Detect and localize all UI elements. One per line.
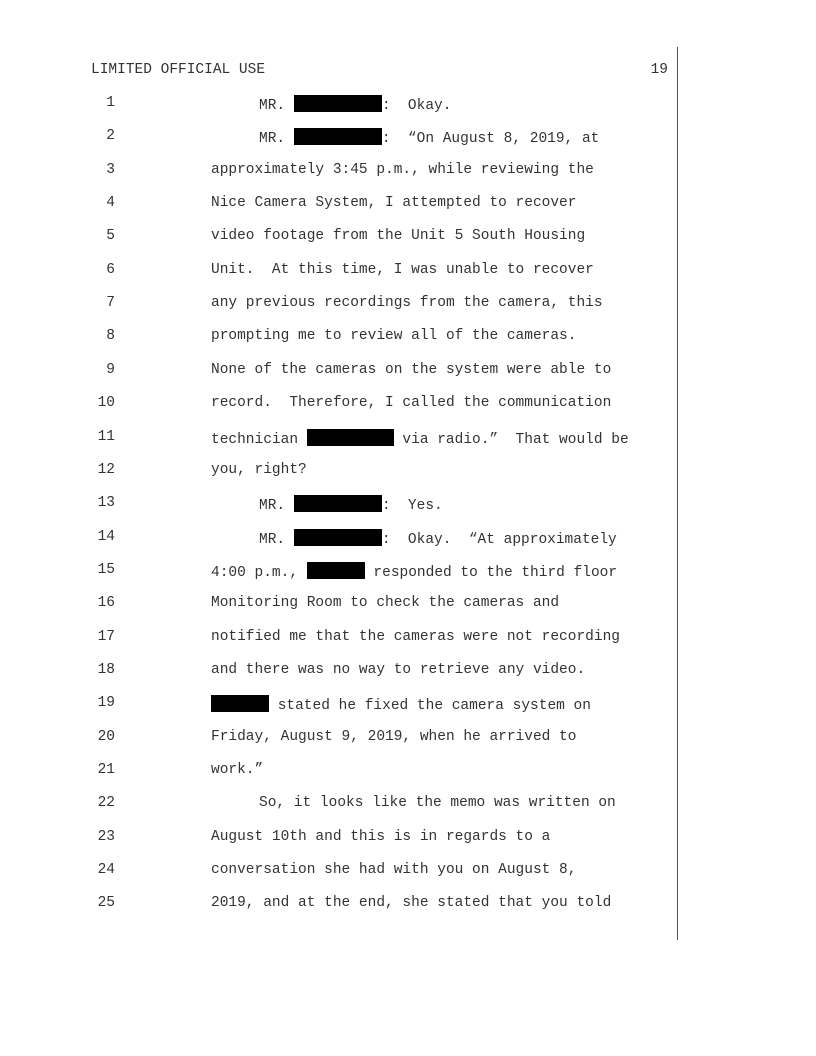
text-segment: : Okay.	[381, 98, 452, 114]
text-segment: Friday, August 9, 2019, when he arrived to	[211, 728, 577, 745]
redaction-bar	[307, 562, 365, 579]
transcript-line	[0, 328, 816, 348]
line-text	[211, 362, 611, 378]
line-number: 18	[97, 661, 115, 678]
transcript-line	[0, 695, 816, 715]
text-segment: MR.	[259, 131, 294, 148]
line-text	[259, 529, 617, 548]
text-segment: you, right?	[211, 461, 307, 478]
text-segment: MR.	[259, 498, 294, 515]
line-text	[211, 862, 576, 878]
line-number: 25	[97, 895, 115, 912]
redaction-bar	[294, 128, 382, 145]
transcript-line	[0, 762, 816, 782]
transcript-line	[0, 362, 816, 382]
line-text	[259, 95, 451, 114]
line-text	[259, 128, 599, 147]
text-segment: record. Therefore, I called the communication	[211, 395, 612, 412]
text-segment: None of the cameras on the system were able to	[211, 361, 612, 378]
text-segment: work.”	[211, 762, 264, 778]
line-text	[211, 729, 576, 745]
text-segment: via radio.” That would be	[393, 431, 629, 448]
line-text	[259, 795, 616, 811]
line-number: 9	[106, 361, 115, 378]
transcript-line	[0, 95, 816, 115]
line-number: 16	[97, 595, 115, 612]
line-number: 15	[97, 561, 115, 578]
transcript-line	[0, 729, 816, 749]
transcript-line	[0, 462, 816, 482]
line-text	[211, 429, 629, 448]
line-text	[211, 762, 263, 778]
text-segment: So, it looks like the memo was written on	[259, 795, 616, 812]
line-text	[211, 228, 585, 244]
line-text	[211, 395, 611, 411]
line-number: 22	[97, 795, 115, 812]
line-text	[211, 662, 585, 678]
text-segment: video footage from the Unit 5 South Housing	[211, 228, 586, 245]
transcript-line	[0, 862, 816, 882]
line-text	[211, 295, 603, 311]
line-number: 24	[97, 862, 115, 879]
transcript-line	[0, 495, 816, 515]
line-text	[211, 629, 620, 645]
line-number: 8	[106, 328, 115, 345]
text-segment: : Yes.	[381, 498, 443, 515]
line-number: 3	[106, 161, 115, 178]
line-number: 17	[97, 628, 115, 645]
text-segment: Monitoring Room to check the cameras and	[211, 595, 560, 612]
transcript-line	[0, 595, 816, 615]
line-number: 10	[97, 395, 115, 412]
transcript-line	[0, 295, 816, 315]
transcript-line	[0, 829, 816, 849]
text-segment: stated he fixed the camera system on	[269, 698, 591, 715]
line-number: 6	[106, 261, 115, 278]
transcript-line	[0, 395, 816, 415]
redaction-bar	[294, 495, 382, 512]
transcript-line	[0, 529, 816, 549]
line-number: 12	[97, 461, 115, 478]
line-text	[211, 195, 576, 211]
classification-header: LIMITED OFFICIAL USE	[91, 62, 266, 78]
page-number: 19	[650, 62, 668, 78]
text-segment: responded to the third floor	[364, 564, 618, 581]
text-segment: MR.	[259, 531, 294, 548]
line-number: 23	[97, 828, 115, 845]
transcript-line	[0, 662, 816, 682]
text-segment: 2019, and at the end, she stated that you told	[211, 895, 612, 912]
line-text	[259, 495, 443, 514]
text-segment: August 10th and this is in regards to a	[211, 828, 551, 845]
transcript-line	[0, 128, 816, 148]
text-segment: : Okay. “At approximately	[381, 531, 617, 548]
transcript-line	[0, 228, 816, 248]
redaction-bar	[211, 695, 269, 712]
transcript-line	[0, 162, 816, 182]
text-segment: : “On August 8, 2019, at	[381, 131, 600, 148]
text-segment: conversation she had with you on August 8,	[211, 862, 577, 879]
transcript-line	[0, 262, 816, 282]
line-text	[211, 328, 576, 344]
transcript-line	[0, 629, 816, 649]
line-text	[211, 562, 617, 581]
line-text	[211, 262, 594, 278]
line-number: 20	[97, 728, 115, 745]
text-segment: approximately 3:45 p.m., while reviewing the	[211, 161, 594, 178]
transcript-line	[0, 429, 816, 449]
line-number: 2	[106, 128, 115, 145]
text-segment: any previous recordings from the camera, this	[211, 295, 603, 312]
text-segment: notified me that the cameras were not recording	[211, 628, 620, 645]
line-text	[211, 162, 594, 178]
text-segment: and there was no way to retrieve any video.	[211, 661, 586, 678]
line-text	[211, 462, 307, 478]
line-number: 21	[97, 762, 115, 778]
line-number: 5	[106, 228, 115, 245]
text-segment: prompting me to review all of the cameras.	[211, 328, 577, 345]
line-text	[211, 895, 611, 911]
line-number: 11	[97, 428, 115, 445]
line-text	[211, 595, 559, 611]
line-number: 1	[106, 95, 115, 111]
text-segment: Unit. At this time, I was unable to recover	[211, 261, 594, 278]
text-segment: MR.	[259, 98, 294, 114]
line-number: 7	[106, 295, 115, 312]
line-number: 19	[97, 695, 115, 712]
transcript-line	[0, 195, 816, 215]
redaction-bar	[294, 529, 382, 546]
line-number: 13	[97, 495, 115, 512]
line-number: 4	[106, 195, 115, 212]
line-text	[211, 695, 591, 714]
transcript-line	[0, 562, 816, 582]
text-segment: 4:00 p.m.,	[211, 564, 307, 581]
redaction-bar	[307, 429, 394, 446]
text-segment: technician	[211, 431, 307, 448]
redaction-bar	[294, 95, 382, 112]
line-text	[211, 829, 550, 845]
transcript-line	[0, 795, 816, 815]
transcript-line	[0, 895, 816, 915]
text-segment: Nice Camera System, I attempted to recover	[211, 195, 577, 212]
line-number: 14	[97, 528, 115, 545]
